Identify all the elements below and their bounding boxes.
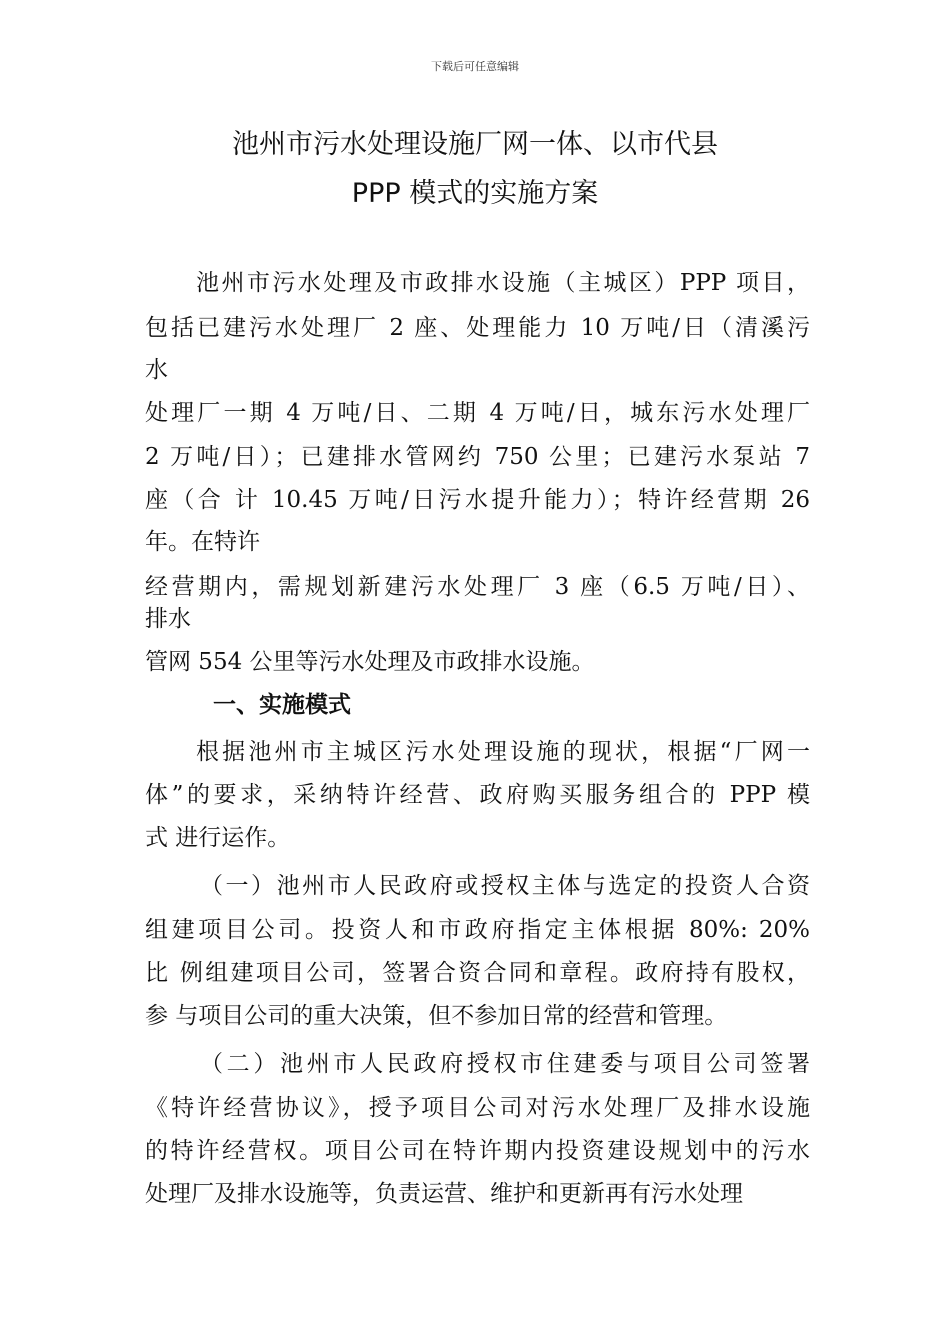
paragraph-line: 池州市污水处理及市政排水设施（主城区）PPP 项目， bbox=[196, 270, 810, 296]
paragraph-line: 比 例组建项目公司，签署合资合同和章程。政府持有股权， bbox=[145, 960, 810, 986]
paragraph-line: 水 bbox=[145, 357, 168, 383]
paragraph-line: 包括已建污水处理厂 2 座、处理能力 10 万吨/日（清溪污 bbox=[145, 315, 810, 341]
paragraph-line: 体”的要求，采纳特许经营、政府购买服务组合的 PPP 模 bbox=[145, 782, 810, 808]
paragraph-line: 组建项目公司。投资人和市政府指定主体根据 80%: 20% bbox=[145, 917, 810, 943]
paragraph-line: 参 与项目公司的重大决策，但不参加日常的经营和管理。 bbox=[145, 1003, 728, 1029]
document-title-line-1: 池州市污水处理设施厂网一体、以市代县 bbox=[232, 129, 718, 160]
paragraph-line: 根据池州市主城区污水处理设施的现状，根据“厂网一 bbox=[196, 739, 810, 765]
section-heading: 一、实施模式 bbox=[213, 692, 351, 718]
paragraph-line: 2 万吨/日）；已建排水管网约 750 公里；已建污水泵站 7 bbox=[145, 444, 810, 470]
paragraph-line: 处理厂及排水设施等，负责运营、维护和更新再有污水处理 bbox=[145, 1181, 743, 1207]
document-title-line-2: PPP 模式的实施方案 bbox=[351, 178, 599, 209]
paragraph-line: 年。在特许 bbox=[145, 529, 260, 555]
paragraph-line: 的特许经营权。项目公司在特许期内投资建设规划中的污水 bbox=[145, 1138, 810, 1164]
paragraph-line: 排水 bbox=[145, 606, 191, 632]
paragraph-line: 《特许经营协议》，授予项目公司对污水处理厂及排水设施 bbox=[145, 1095, 810, 1121]
paragraph-line: 管网 554 公里等污水处理及市政排水设施。 bbox=[145, 649, 595, 675]
paragraph-line: 处理厂一期 4 万吨/日、二期 4 万吨/日，城东污水处理厂 bbox=[145, 400, 810, 426]
paragraph-line: 式 进行运作。 bbox=[145, 825, 291, 851]
paragraph-line: 座（合 计 10.45 万吨/日污水提升能力）；特许经营期 26 bbox=[145, 487, 810, 513]
paragraph-line: （二）池州市人民政府授权市住建委与项目公司签署 bbox=[200, 1051, 810, 1077]
paragraph-line: （一）池州市人民政府或授权主体与选定的投资人合资 bbox=[200, 873, 810, 899]
header-note: 下载后可任意编辑 bbox=[431, 60, 519, 73]
paragraph-line: 经营期内，需规划新建污水处理厂 3 座（6.5 万吨/日）、 bbox=[145, 574, 810, 600]
